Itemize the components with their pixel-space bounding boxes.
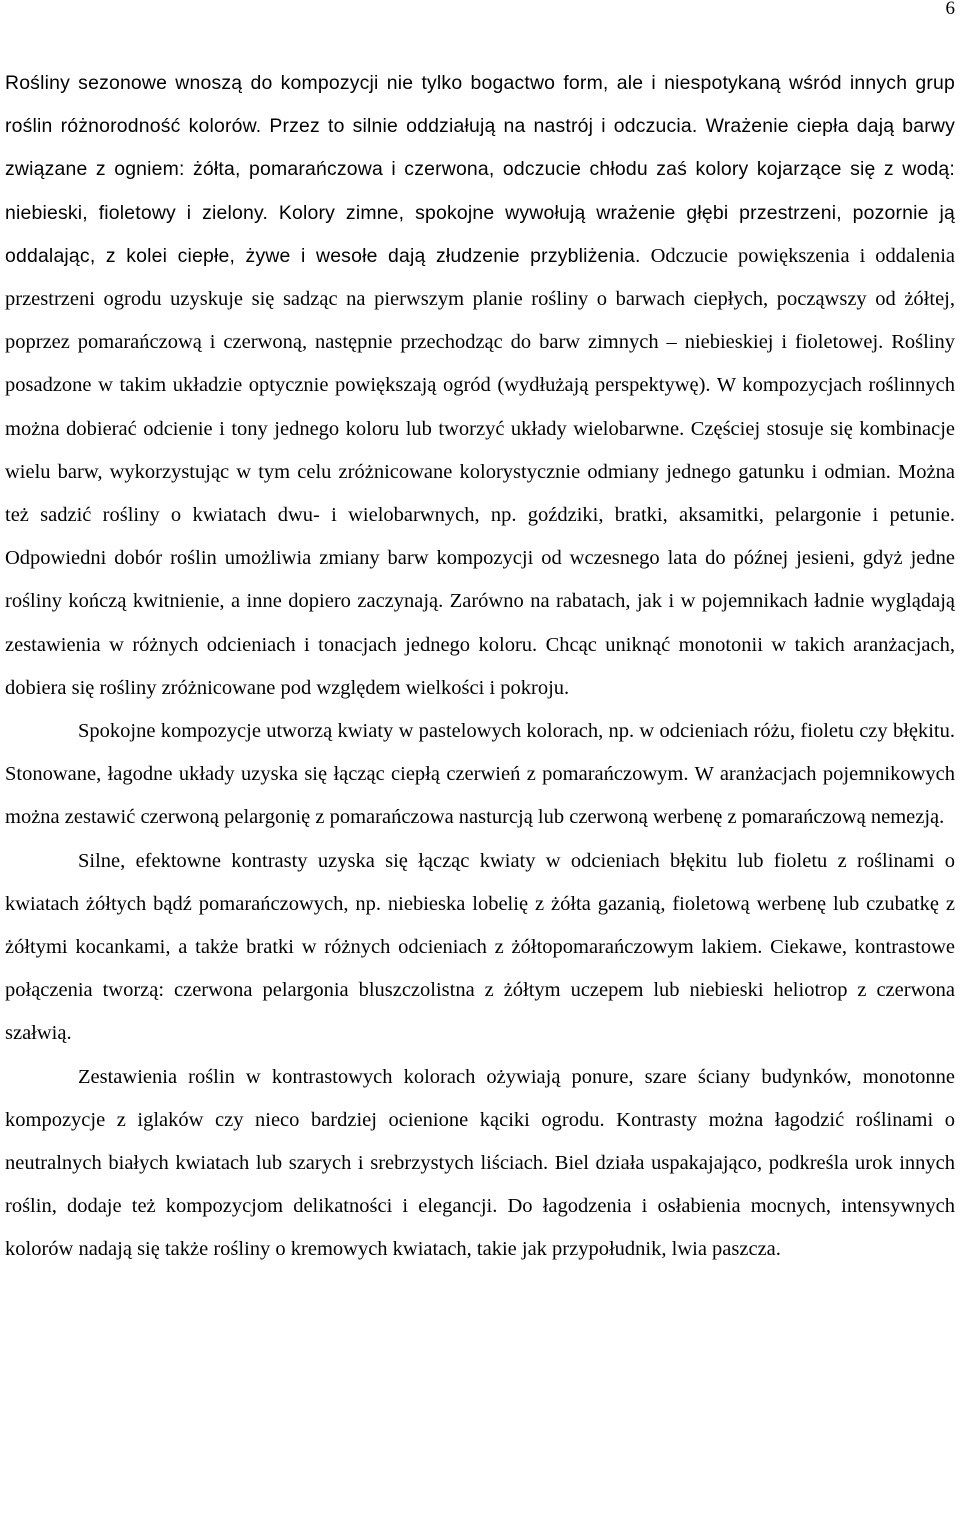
paragraph-1-serif-part: Odczucie powiększenia i oddalenia przestrzeni ogrodu uzyskuje się sadząc na pierwszym planie rośliny o barwach ciepłych, począwszy od żółtej, poprzez pomarańczową i czerwoną, następnie przechodząc do barw zimnych – niebieskiej i fioletowej. Rośliny posadzone w takim układzie optycznie powiększają ogród (wydłużają perspektywę). W kompozycjach roślinnych można dobierać odcienie i tony jednego koloru lub tworzyć układy wielobarwne. Częściej stosuje się kombinacje wielu barw, wykorzystując w tym celu zróżnicowane kolorystycznie odmiany jednego gatunku i odmian. Można też sadzić rośliny o kwiatach dwu- i wielobarwnych, np. goździki, bratki, aksamitki, pelargonie i petunie. Odpowiedni dobór roślin umożliwia zmiany barw kompozycji od wczesnego lata do późnej jesieni, gdyż jedne rośliny kończą kwitnienie, a inne dopiero zaczynają. Zarówno na rabatach, jak i w pojemnikach ładnie wyglądają zestawienia w różnych odcieniach i tonacjach jednego koloru. Chcąc uniknąć monotonii w takich aranżacjach, dobiera się rośliny zróżnicowane pod względem wielkości i pokroju. xyxy=(5,244,955,699)
paragraph-3: Silne, efektowne kontrasty uzyska się łącząc kwiaty w odcieniach błękitu lub fioletu z roślinami o kwiatach żółtych bądź pomarańczowych, np. niebieska lobelię z żółta gazanią, fioletową werbenę lub czubatkę z żółtymi kocankami, a także bratki w różnych odcieniach z żółtopomarańczowym lakiem. Ciekawe, kontrastowe połączenia tworzą: czerwona pelargonia bluszczolistna z żółtym uczepem lub niebieski heliotrop z czerwona szałwią. xyxy=(5,849,955,1045)
paragraph-1-sans-part: Rośliny sezonowe wnoszą do kompozycji nie tylko bogactwo form, ale i niespotykaną wśród innych grup roślin różnorodność kolorów. Przez to silnie oddziałują na nastrój i odczucia. Wrażenie ciepła dają barwy związane z ogniem: żółta, pomarańczowa i czerwona, odczucie chłodu zaś kolory kojarzące się z wodą: niebieski, fioletowy i zielony. Kolory zimne, spokojne wywołują wrażenie głębi przestrzeni, pozornie ją oddalając, z kolei ciepłe, żywe i wesołe dają złudzenie przybliżenia. xyxy=(5,72,955,267)
paragraph-1 xyxy=(5,62,955,710)
page-number: 6 xyxy=(945,0,955,19)
body-text xyxy=(5,62,955,1272)
paragraph-2: Spokojne kompozycje utworzą kwiaty w pastelowych kolorach, np. w odcieniach różu, fioletu czy błękitu. Stonowane, łagodne układy uzyska się łącząc ciepłą czerwień z pomarańczowym. W aranżacjach pojemnikowych można zestawić czerwoną pelargonię z pomarańczowa nasturcją lub czerwoną werbenę z pomarańczową nemezją. xyxy=(5,720,955,829)
paragraph-4: Zestawienia roślin w kontrastowych kolorach ożywiają ponure, szare ściany budynków, monotonne kompozycje z iglaków czy nieco bardziej ocienione kąciki ogrodu. Kontrasty można łagodzić roślinami o neutralnych białych kwiatach lub szarych i srebrzystych liściach. Biel działa uspakajająco, podkreśla urok innych roślin, dodaje też kompozycjom delikatności i elegancji. Do łagodzenia i osłabienia mocnych, intensywnych kolorów nadają się także rośliny o kremowych kwiatach, takie jak przypołudnik, lwia paszcza. xyxy=(5,1065,955,1261)
